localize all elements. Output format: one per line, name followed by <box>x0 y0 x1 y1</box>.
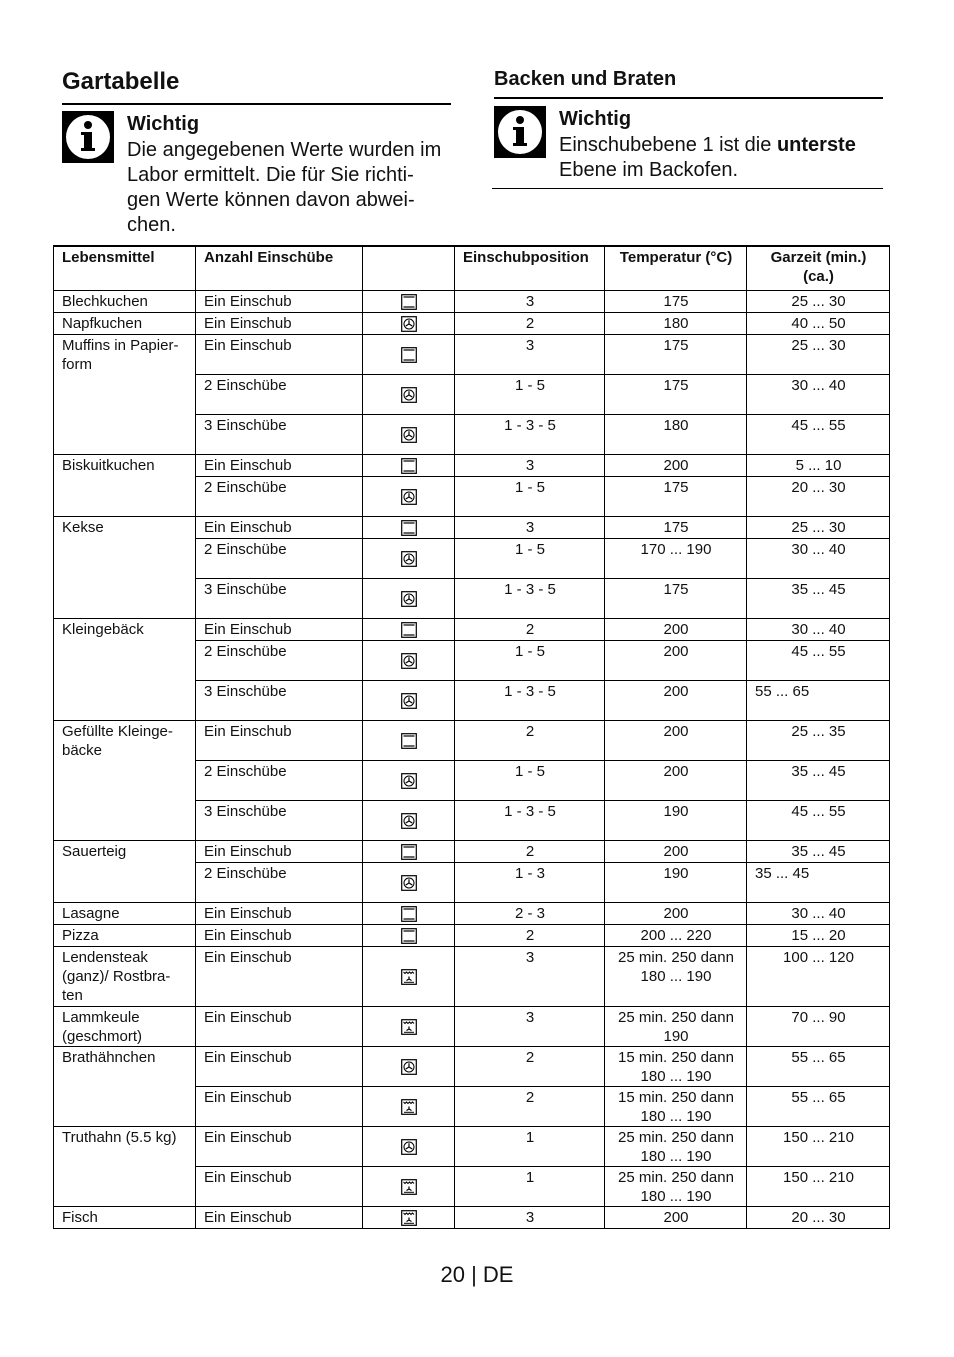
food-cell <box>54 1167 196 1207</box>
count-cell: Ein Einschub <box>196 455 363 477</box>
food-cell: Fisch <box>54 1207 196 1229</box>
temperature-cell: 175 <box>605 579 747 619</box>
food-cell <box>54 477 196 517</box>
note-line: Labor ermittelt. Die für Sie richti- <box>127 164 414 186</box>
time-cell: 15 ... 20 <box>747 925 890 947</box>
oven-fan-heat-icon <box>401 875 417 891</box>
mode-cell <box>363 291 455 313</box>
note-title: Wichtig <box>559 108 632 130</box>
position-cell: 2 <box>455 1047 605 1087</box>
temperature-cell: 15 min. 250 dann 180 ... 190 <box>605 1087 747 1127</box>
time-cell: 35 ... 45 <box>747 579 890 619</box>
table-row <box>54 1007 890 1047</box>
note-text <box>559 133 889 183</box>
count-cell: Ein Einschub <box>196 1047 363 1087</box>
count-cell: Ein Einschub <box>196 1007 363 1047</box>
food-cell <box>54 539 196 579</box>
table-row <box>54 903 890 925</box>
col-header-time: Garzeit (min.) (ca.) <box>747 246 890 291</box>
note-line: gen Werte können davon abwei- <box>127 189 415 211</box>
table-row <box>54 517 890 539</box>
count-cell: Ein Einschub <box>196 335 363 375</box>
table-row <box>54 415 890 455</box>
oven-top-bottom-heat-icon <box>401 294 417 310</box>
col-header-temperature: Temperatur (°C) <box>605 246 747 291</box>
note-text-part: Einschubebene 1 ist die <box>559 134 777 156</box>
temperature-cell: 200 <box>605 1207 747 1229</box>
mode-cell <box>363 863 455 903</box>
food-cell: Biskuitkuchen <box>54 455 196 477</box>
note-line <box>559 133 889 158</box>
section-title: Backen und Braten <box>494 68 677 90</box>
position-cell: 1 - 5 <box>455 761 605 801</box>
position-cell: 1 - 5 <box>455 539 605 579</box>
oven-top-bottom-heat-icon <box>401 844 417 860</box>
oven-grill-fan-icon <box>401 1099 417 1115</box>
mode-cell <box>363 681 455 721</box>
food-cell: Pizza <box>54 925 196 947</box>
count-cell: 3 Einschübe <box>196 415 363 455</box>
time-cell: 35 ... 45 <box>747 841 890 863</box>
count-cell: Ein Einschub <box>196 517 363 539</box>
position-cell: 2 <box>455 1087 605 1127</box>
time-cell: 70 ... 90 <box>747 1007 890 1047</box>
food-cell <box>54 415 196 455</box>
note-emphasis: unterste <box>776 134 856 156</box>
food-cell: Truthahn (5.5 kg) <box>54 1127 196 1167</box>
food-cell: Lasagne <box>54 903 196 925</box>
col-header-food: Lebensmittel <box>54 246 196 291</box>
table-row <box>54 375 890 415</box>
time-cell: 45 ... 55 <box>747 801 890 841</box>
col-header-mode <box>363 246 455 291</box>
oven-fan-heat-icon <box>401 1059 417 1075</box>
time-cell: 55 ... 65 <box>747 681 890 721</box>
time-cell: 150 ... 210 <box>747 1167 890 1207</box>
time-cell: 30 ... 40 <box>747 903 890 925</box>
position-cell: 1 <box>455 1167 605 1207</box>
count-cell: 2 Einschübe <box>196 477 363 517</box>
table-row <box>54 539 890 579</box>
table-row <box>54 1047 890 1087</box>
mode-cell <box>363 947 455 1007</box>
table-header-row <box>54 246 890 291</box>
table-row <box>54 681 890 721</box>
food-cell <box>54 375 196 415</box>
mode-cell <box>363 619 455 641</box>
temperature-cell: 180 <box>605 415 747 455</box>
info-icon <box>62 111 114 163</box>
position-cell: 2 <box>455 619 605 641</box>
mode-cell <box>363 579 455 619</box>
food-cell: Gefüllte Kleinge-bäcke <box>54 721 196 761</box>
oven-fan-heat-icon <box>401 551 417 567</box>
table-row <box>54 947 890 1007</box>
temperature-cell: 25 min. 250 dann 180 ... 190 <box>605 947 747 1007</box>
oven-fan-heat-icon <box>401 489 417 505</box>
oven-fan-heat-icon <box>401 427 417 443</box>
mode-cell <box>363 841 455 863</box>
mode-cell <box>363 313 455 335</box>
count-cell: Ein Einschub <box>196 1127 363 1167</box>
time-cell: 100 ... 120 <box>747 947 890 1007</box>
position-cell: 1 - 3 - 5 <box>455 579 605 619</box>
position-cell: 3 <box>455 1207 605 1229</box>
mode-cell <box>363 1167 455 1207</box>
food-cell <box>54 761 196 801</box>
food-cell: Lammkeule (geschmort) <box>54 1007 196 1047</box>
table-row <box>54 641 890 681</box>
oven-top-bottom-heat-icon <box>401 928 417 944</box>
count-cell: Ein Einschub <box>196 619 363 641</box>
food-cell: Lendensteak (ganz)/ Rostbra-ten <box>54 947 196 1007</box>
temperature-cell: 200 ... 220 <box>605 925 747 947</box>
count-cell: Ein Einschub <box>196 1207 363 1229</box>
temperature-cell: 175 <box>605 517 747 539</box>
temperature-cell: 200 <box>605 455 747 477</box>
mode-cell <box>363 539 455 579</box>
temperature-cell: 190 <box>605 801 747 841</box>
temperature-cell: 170 ... 190 <box>605 539 747 579</box>
table-row <box>54 863 890 903</box>
temperature-cell: 175 <box>605 335 747 375</box>
time-cell: 30 ... 40 <box>747 539 890 579</box>
food-cell <box>54 863 196 903</box>
count-cell: Ein Einschub <box>196 1167 363 1207</box>
position-cell: 1 - 3 - 5 <box>455 801 605 841</box>
position-cell: 3 <box>455 455 605 477</box>
table-row <box>54 455 890 477</box>
mode-cell <box>363 925 455 947</box>
temperature-cell: 175 <box>605 291 747 313</box>
temperature-cell: 200 <box>605 721 747 761</box>
count-cell: 3 Einschübe <box>196 681 363 721</box>
oven-fan-heat-icon <box>401 693 417 709</box>
time-cell: 55 ... 65 <box>747 1047 890 1087</box>
count-cell: Ein Einschub <box>196 841 363 863</box>
table-row <box>54 1127 890 1167</box>
table-row <box>54 291 890 313</box>
oven-fan-heat-icon <box>401 387 417 403</box>
time-cell: 25 ... 30 <box>747 291 890 313</box>
oven-top-bottom-heat-icon <box>401 347 417 363</box>
position-cell: 2 <box>455 313 605 335</box>
time-cell: 30 ... 40 <box>747 375 890 415</box>
mode-cell <box>363 1007 455 1047</box>
mode-cell <box>363 517 455 539</box>
count-cell: Ein Einschub <box>196 925 363 947</box>
oven-grill-fan-icon <box>401 969 417 985</box>
info-icon <box>494 106 546 158</box>
mode-cell <box>363 1087 455 1127</box>
oven-fan-heat-icon <box>401 813 417 829</box>
count-cell: 2 Einschübe <box>196 761 363 801</box>
mode-cell <box>363 1207 455 1229</box>
food-cell: Napfkuchen <box>54 313 196 335</box>
note-title: Wichtig <box>127 113 200 135</box>
oven-fan-heat-icon <box>401 591 417 607</box>
oven-top-bottom-heat-icon <box>401 733 417 749</box>
count-cell: Ein Einschub <box>196 947 363 1007</box>
time-cell: 20 ... 30 <box>747 477 890 517</box>
temperature-cell: 200 <box>605 761 747 801</box>
food-cell: Kleingebäck <box>54 619 196 641</box>
position-cell: 1 - 5 <box>455 477 605 517</box>
mode-cell <box>363 1127 455 1167</box>
mode-cell <box>363 1047 455 1087</box>
position-cell: 2 <box>455 925 605 947</box>
food-cell <box>54 1087 196 1127</box>
position-cell: 2 - 3 <box>455 903 605 925</box>
position-cell: 2 <box>455 721 605 761</box>
count-cell: Ein Einschub <box>196 291 363 313</box>
position-cell: 3 <box>455 1007 605 1047</box>
table-row <box>54 841 890 863</box>
mode-cell <box>363 641 455 681</box>
temperature-cell: 200 <box>605 619 747 641</box>
mode-cell <box>363 721 455 761</box>
time-cell: 20 ... 30 <box>747 1207 890 1229</box>
temperature-cell: 200 <box>605 681 747 721</box>
count-cell: 2 Einschübe <box>196 641 363 681</box>
position-cell: 3 <box>455 517 605 539</box>
time-cell: 25 ... 35 <box>747 721 890 761</box>
table-row <box>54 619 890 641</box>
table-row <box>54 313 890 335</box>
note-text <box>127 138 457 238</box>
table-row <box>54 1087 890 1127</box>
table-row <box>54 1167 890 1207</box>
oven-top-bottom-heat-icon <box>401 520 417 536</box>
food-cell <box>54 801 196 841</box>
position-cell: 3 <box>455 335 605 375</box>
oven-grill-fan-icon <box>401 1210 417 1226</box>
food-cell <box>54 579 196 619</box>
table-row <box>54 925 890 947</box>
time-cell: 30 ... 40 <box>747 619 890 641</box>
food-cell: Brathähnchen <box>54 1047 196 1087</box>
oven-grill-fan-icon <box>401 1019 417 1035</box>
mode-cell <box>363 801 455 841</box>
divider <box>492 188 883 189</box>
oven-fan-heat-icon <box>401 316 417 332</box>
divider <box>62 103 451 105</box>
time-cell: 150 ... 210 <box>747 1127 890 1167</box>
mode-cell <box>363 761 455 801</box>
food-cell: Muffins in Papier-form <box>54 335 196 375</box>
oven-fan-heat-icon <box>401 1139 417 1155</box>
temperature-cell: 25 min. 250 dann 190 <box>605 1007 747 1047</box>
oven-fan-heat-icon <box>401 773 417 789</box>
position-cell: 2 <box>455 841 605 863</box>
oven-fan-heat-icon <box>401 653 417 669</box>
position-cell: 1 - 5 <box>455 641 605 681</box>
note-line: chen. <box>127 214 176 236</box>
time-cell: 45 ... 55 <box>747 415 890 455</box>
count-cell: Ein Einschub <box>196 903 363 925</box>
time-cell: 40 ... 50 <box>747 313 890 335</box>
oven-top-bottom-heat-icon <box>401 906 417 922</box>
table-row <box>54 1207 890 1229</box>
table-row <box>54 579 890 619</box>
temperature-cell: 190 <box>605 863 747 903</box>
count-cell: 3 Einschübe <box>196 579 363 619</box>
table-row <box>54 721 890 761</box>
page-footer: 20 | DE <box>440 1262 514 1287</box>
time-cell: 35 ... 45 <box>747 761 890 801</box>
note-line: Die angegebenen Werte wurden im <box>127 139 442 161</box>
mode-cell <box>363 415 455 455</box>
temperature-cell: 200 <box>605 903 747 925</box>
time-cell: 5 ... 10 <box>747 455 890 477</box>
temperature-cell: 180 <box>605 313 747 335</box>
oven-top-bottom-heat-icon <box>401 622 417 638</box>
time-cell: 25 ... 30 <box>747 335 890 375</box>
food-cell <box>54 641 196 681</box>
divider <box>494 97 883 99</box>
time-cell: 55 ... 65 <box>747 1087 890 1127</box>
mode-cell <box>363 477 455 517</box>
count-cell: Ein Einschub <box>196 721 363 761</box>
count-cell: 2 Einschübe <box>196 539 363 579</box>
position-cell: 1 - 3 - 5 <box>455 681 605 721</box>
position-cell: 3 <box>455 947 605 1007</box>
time-cell: 45 ... 55 <box>747 641 890 681</box>
temperature-cell: 25 min. 250 dann 180 ... 190 <box>605 1167 747 1207</box>
food-cell: Sauerteig <box>54 841 196 863</box>
position-cell: 1 - 3 <box>455 863 605 903</box>
table-row <box>54 335 890 375</box>
count-cell: Ein Einschub <box>196 1087 363 1127</box>
position-cell: 3 <box>455 291 605 313</box>
temperature-cell: 15 min. 250 dann 180 ... 190 <box>605 1047 747 1087</box>
temperature-cell: 200 <box>605 641 747 681</box>
count-cell: Ein Einschub <box>196 313 363 335</box>
temperature-cell: 175 <box>605 477 747 517</box>
cooking-table <box>53 245 890 1229</box>
position-cell: 1 - 5 <box>455 375 605 415</box>
food-cell <box>54 681 196 721</box>
page-title: Gartabelle <box>62 68 180 95</box>
count-cell: 2 Einschübe <box>196 863 363 903</box>
note-line: Ebene im Backofen. <box>559 159 738 181</box>
mode-cell <box>363 455 455 477</box>
oven-top-bottom-heat-icon <box>401 458 417 474</box>
table-row <box>54 477 890 517</box>
col-header-count: Anzahl Einschübe <box>196 246 363 291</box>
temperature-cell: 175 <box>605 375 747 415</box>
food-cell: Blechkuchen <box>54 291 196 313</box>
mode-cell <box>363 335 455 375</box>
time-cell: 35 ... 45 <box>747 863 890 903</box>
table-row <box>54 761 890 801</box>
temperature-cell: 200 <box>605 841 747 863</box>
count-cell: 2 Einschübe <box>196 375 363 415</box>
count-cell: 3 Einschübe <box>196 801 363 841</box>
position-cell: 1 - 3 - 5 <box>455 415 605 455</box>
col-header-position: Einschubposition <box>455 246 605 291</box>
time-cell: 25 ... 30 <box>747 517 890 539</box>
table-row <box>54 801 890 841</box>
temperature-cell: 25 min. 250 dann 180 ... 190 <box>605 1127 747 1167</box>
mode-cell <box>363 375 455 415</box>
oven-grill-fan-icon <box>401 1179 417 1195</box>
mode-cell <box>363 903 455 925</box>
food-cell: Kekse <box>54 517 196 539</box>
position-cell: 1 <box>455 1127 605 1167</box>
